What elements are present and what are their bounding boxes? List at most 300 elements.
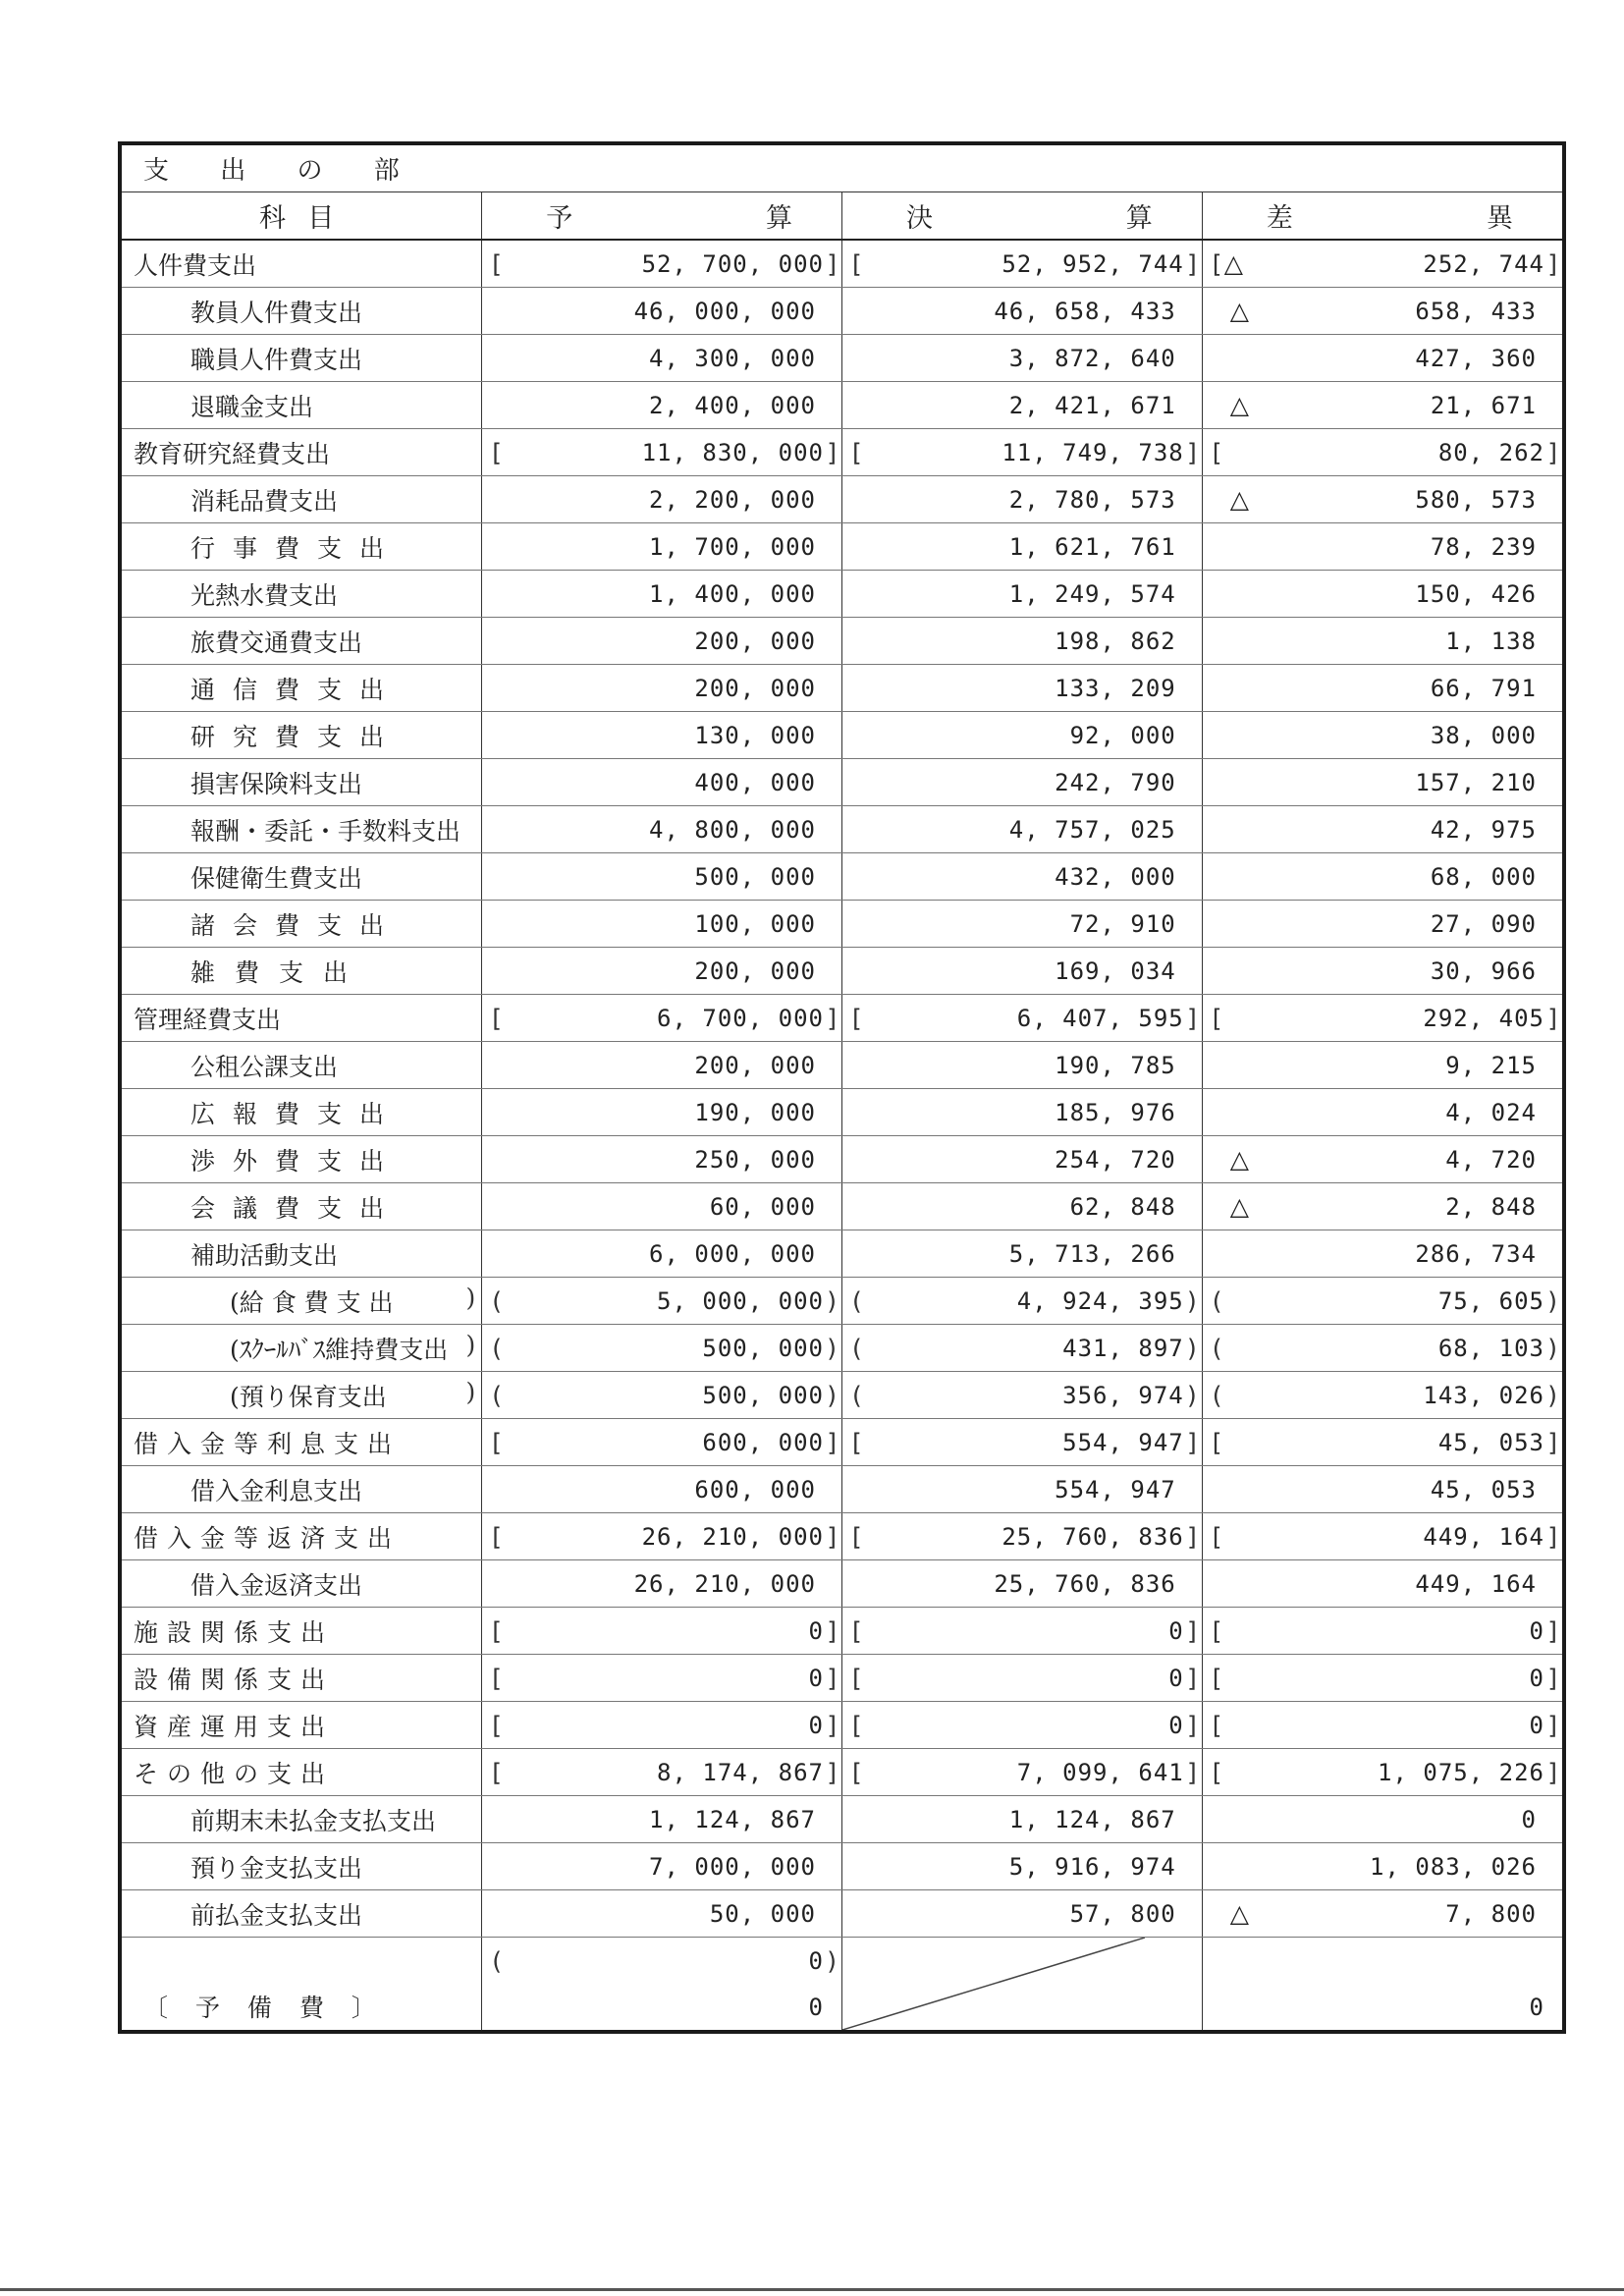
- item-label: [122, 246, 481, 282]
- budget-value: 200, 000: [694, 957, 816, 985]
- budget-value: 500, 000: [702, 1381, 824, 1409]
- diff-value: 2, 848: [1445, 1192, 1537, 1221]
- actual-value: 3, 872, 640: [1008, 344, 1176, 372]
- item-label: [122, 1001, 481, 1036]
- item-label-text: 借入金等利息支出: [134, 1429, 402, 1458]
- actual-cell: [842, 1796, 1203, 1843]
- item-cell: [122, 759, 482, 806]
- actual-value: 4, 757, 025: [1008, 815, 1176, 844]
- budget-value: 60, 000: [709, 1192, 816, 1221]
- item-cell: [122, 853, 482, 901]
- actual-value: 62, 848: [1069, 1192, 1176, 1221]
- actual-cell: [842, 1749, 1203, 1796]
- diff-cell: [1202, 523, 1562, 571]
- bracket-close: ): [827, 1334, 838, 1362]
- item-label: [122, 388, 481, 423]
- item-cell: [122, 288, 482, 335]
- item-label-text: 退職金支出: [190, 392, 314, 421]
- budget-cell: [482, 571, 842, 618]
- table-row: [122, 571, 1562, 618]
- budget-cell: [482, 901, 842, 948]
- table-row: [122, 1230, 1562, 1278]
- table-row: [122, 335, 1562, 382]
- actual-cell: [842, 618, 1203, 665]
- item-cell: [122, 1325, 482, 1372]
- item-label: [122, 1189, 481, 1225]
- negative-mark-icon: △: [1229, 1898, 1250, 1928]
- item-label-text: 通信費支出: [190, 675, 403, 704]
- table-row: [122, 1372, 1562, 1419]
- header-diff-char2: 異: [1487, 203, 1513, 234]
- diff-value: 1, 083, 026: [1370, 1852, 1537, 1881]
- budget-cell: [482, 1466, 842, 1513]
- item-cell: [122, 1560, 482, 1608]
- item-label: [122, 1708, 481, 1743]
- table-row: [122, 1278, 1562, 1325]
- diff-value: 427, 360: [1415, 344, 1537, 372]
- bracket-open: [: [852, 1664, 863, 1692]
- table-row: [122, 1749, 1562, 1796]
- actual-value: 254, 720: [1055, 1145, 1176, 1174]
- budget-value: 26, 210, 000: [633, 1569, 816, 1598]
- actual-value: 11, 749, 738: [1001, 438, 1184, 466]
- table-row: [122, 1655, 1562, 1702]
- budget-value: 1, 400, 000: [649, 579, 816, 608]
- diff-cell: [1202, 335, 1562, 382]
- bracket-open: [: [1212, 1758, 1223, 1786]
- budget-cell: [482, 382, 842, 429]
- diff-value: 45, 053: [1430, 1475, 1537, 1503]
- budget-value: 1, 700, 000: [649, 532, 816, 561]
- diff-cell: [1202, 1560, 1562, 1608]
- bracket-open: [: [492, 1522, 504, 1551]
- item-label-text: (預り保育支出: [230, 1382, 387, 1411]
- table-row: [122, 901, 1562, 948]
- item-cell: [122, 1796, 482, 1843]
- actual-value: 2, 421, 671: [1008, 391, 1176, 419]
- diff-value: 21, 671: [1430, 391, 1537, 419]
- actual-value: 1, 249, 574: [1008, 579, 1176, 608]
- actual-cell: [842, 901, 1203, 948]
- budget-value: 200, 000: [694, 1051, 816, 1079]
- budget-cell: [482, 1230, 842, 1278]
- actual-cell: [842, 382, 1203, 429]
- table-row: [122, 1419, 1562, 1466]
- item-cell: [122, 1843, 482, 1890]
- budget-value: 4, 300, 000: [649, 344, 816, 372]
- diff-cell: [1202, 240, 1562, 288]
- item-label-text: 設備関係支出: [134, 1665, 335, 1694]
- budget-cell: [482, 665, 842, 712]
- budget-cell: [482, 1890, 842, 1938]
- item-label-text: 前払金支払支出: [190, 1900, 363, 1930]
- reserve-budget-value: 0: [808, 1993, 824, 2021]
- diff-cell: [1202, 618, 1562, 665]
- item-cell: [122, 901, 482, 948]
- section-title: 支 出 の 部: [122, 145, 1562, 192]
- item-cell: [122, 665, 482, 712]
- bracket-open: [: [492, 1758, 504, 1786]
- item-cell: [122, 1749, 482, 1796]
- budget-value: 8, 174, 867: [657, 1758, 824, 1786]
- budget-value: 5, 000, 000: [657, 1286, 824, 1315]
- item-label-text: 資産運用支出: [134, 1712, 335, 1741]
- bracket-close: ): [827, 1286, 838, 1315]
- diff-cell: [1202, 1278, 1562, 1325]
- diff-cell: [1202, 382, 1562, 429]
- budget-cell: [482, 1183, 842, 1230]
- diff-cell: [1202, 1655, 1562, 1702]
- diff-cell: [1202, 1608, 1562, 1655]
- item-label-text: (給 食 費 支 出: [230, 1287, 394, 1317]
- diff-value: 9, 215: [1445, 1051, 1537, 1079]
- diff-value: 0: [1529, 1616, 1544, 1645]
- table-row: [122, 853, 1562, 901]
- diff-cell: [1202, 1890, 1562, 1938]
- label-close-paren: ): [465, 1283, 476, 1312]
- bracket-close: ]: [827, 1428, 838, 1456]
- bracket-close: ): [1547, 1286, 1558, 1315]
- item-label-text: (ｽｸｰﾙﾊﾞｽ維持費支出: [230, 1335, 449, 1364]
- item-label: [122, 1613, 481, 1649]
- budget-cell: [482, 1655, 842, 1702]
- diff-value: 42, 975: [1430, 815, 1537, 844]
- budget-value: 200, 000: [694, 674, 816, 702]
- bracket-close: ]: [827, 1616, 838, 1645]
- diff-value: 1, 075, 226: [1378, 1758, 1544, 1786]
- budget-value: 7, 000, 000: [649, 1852, 816, 1881]
- reserve-budget-cell: [482, 1938, 842, 2031]
- diff-cell: [1202, 1325, 1562, 1372]
- actual-value: 25, 760, 836: [994, 1569, 1176, 1598]
- diff-cell: [1202, 665, 1562, 712]
- item-cell: [122, 1419, 482, 1466]
- budget-value: 50, 000: [709, 1899, 816, 1928]
- actual-value: 432, 000: [1055, 862, 1176, 891]
- item-label-text: 管理経費支出: [134, 1005, 282, 1034]
- item-label-text: 施設関係支出: [134, 1617, 335, 1647]
- actual-value: 356, 974: [1062, 1381, 1184, 1409]
- item-cell: [122, 1089, 482, 1136]
- budget-cell: [482, 1513, 842, 1560]
- bracket-open: [: [1212, 1522, 1223, 1551]
- actual-cell: [842, 1608, 1203, 1655]
- table-row: [122, 1089, 1562, 1136]
- bracket-open: [: [492, 249, 504, 278]
- table-row: [122, 948, 1562, 995]
- bracket-close: ]: [1547, 1758, 1558, 1786]
- bracket-open: (: [1212, 1381, 1223, 1409]
- actual-cell: [842, 1513, 1203, 1560]
- header-actual-char2: 算: [1125, 203, 1153, 234]
- bracket-close: ]: [1547, 1616, 1558, 1645]
- actual-cell: [842, 288, 1203, 335]
- table-row: [122, 288, 1562, 335]
- diff-value: 75, 605: [1437, 1286, 1544, 1315]
- budget-cell: [482, 712, 842, 759]
- reserve-label: 〔 予 備 費 〕: [143, 1994, 386, 2022]
- budget-value: 500, 000: [694, 862, 816, 891]
- budget-value: 0: [808, 1616, 824, 1645]
- item-cell: [122, 571, 482, 618]
- item-label: [122, 1236, 481, 1272]
- diff-value: 580, 573: [1415, 485, 1537, 514]
- actual-value: 198, 862: [1055, 627, 1176, 655]
- reserve-budget-paren-line: [482, 1938, 841, 1984]
- actual-cell: [842, 335, 1203, 382]
- diff-value: 80, 262: [1437, 438, 1544, 466]
- actual-value: 5, 916, 974: [1008, 1852, 1176, 1881]
- bracket-open: [: [1212, 1004, 1223, 1032]
- item-cell: [122, 1702, 482, 1749]
- table-row: [122, 759, 1562, 806]
- actual-cell: [842, 1278, 1203, 1325]
- bracket-close: ]: [827, 1664, 838, 1692]
- negative-mark-icon: △: [1229, 296, 1250, 325]
- item-label-text: 借入金等返済支出: [134, 1523, 402, 1553]
- item-cell: [122, 335, 482, 382]
- actual-cell: [842, 476, 1203, 523]
- bracket-close: ]: [827, 249, 838, 278]
- diff-cell: [1202, 1466, 1562, 1513]
- item-label-text: 光熱水費支出: [190, 580, 339, 610]
- table-row: [122, 665, 1562, 712]
- diff-value: 449, 164: [1415, 1569, 1537, 1598]
- reserve-item-cell: [122, 1938, 482, 2031]
- bracket-open: (: [852, 1286, 863, 1315]
- budget-cell: [482, 335, 842, 382]
- bracket-close: ]: [827, 1522, 838, 1551]
- bracket-close: ]: [827, 1004, 838, 1032]
- actual-cell: [842, 948, 1203, 995]
- diff-value: 45, 053: [1437, 1428, 1544, 1456]
- item-label: [122, 1425, 481, 1460]
- actual-cell: [842, 240, 1203, 288]
- actual-value: 0: [1168, 1711, 1184, 1739]
- item-label-text: 損害保険料支出: [190, 769, 363, 798]
- budget-cell: [482, 806, 842, 853]
- reserve-budget-paren-value: 0: [808, 1946, 824, 1975]
- budget-cell: [482, 1089, 842, 1136]
- budget-value: 26, 210, 000: [641, 1522, 824, 1551]
- diff-value: 0: [1529, 1664, 1544, 1692]
- bracket-close: ): [1547, 1381, 1558, 1409]
- bracket-open: (: [492, 1381, 504, 1409]
- bracket-open: [: [852, 438, 863, 466]
- item-cell: [122, 476, 482, 523]
- budget-value: 1, 124, 867: [649, 1805, 816, 1833]
- bracket-open: [: [1212, 1664, 1223, 1692]
- budget-value: 190, 000: [694, 1098, 816, 1126]
- item-label: [122, 576, 481, 612]
- item-label: [122, 1849, 481, 1885]
- actual-value: 6, 407, 595: [1016, 1004, 1184, 1032]
- item-label-text: 研究費支出: [190, 722, 403, 751]
- diff-value: 157, 210: [1415, 768, 1537, 796]
- diff-cell: [1202, 476, 1562, 523]
- diff-cell: [1202, 1702, 1562, 1749]
- budget-cell: [482, 618, 842, 665]
- bracket-open: (: [1212, 1334, 1223, 1362]
- item-label: [122, 624, 481, 659]
- diff-value: 27, 090: [1430, 909, 1537, 938]
- budget-cell: [482, 288, 842, 335]
- diff-value: 78, 239: [1430, 532, 1537, 561]
- actual-value: 52, 952, 744: [1001, 249, 1184, 278]
- item-label: [122, 954, 481, 989]
- bracket-close: ]: [1547, 1664, 1558, 1692]
- actual-value: 1, 124, 867: [1008, 1805, 1176, 1833]
- item-label-text: 教員人件費支出: [190, 298, 363, 327]
- actual-value: 0: [1168, 1616, 1184, 1645]
- item-cell: [122, 618, 482, 665]
- reserve-diff-line: [1203, 1984, 1562, 2030]
- actual-cell: [842, 1419, 1203, 1466]
- actual-cell: [842, 429, 1203, 476]
- item-label-text: 職員人件費支出: [190, 345, 363, 374]
- budget-cell: [482, 1796, 842, 1843]
- bracket-close: ): [1186, 1286, 1198, 1315]
- item-label: [122, 812, 481, 847]
- bracket-open: (: [492, 1286, 504, 1315]
- item-label: [122, 718, 481, 753]
- item-label-text: 借入金利息支出: [190, 1476, 363, 1505]
- item-label: [122, 1472, 481, 1507]
- diff-value: 150, 426: [1415, 579, 1537, 608]
- diff-cell: [1202, 1230, 1562, 1278]
- header-budget-char2: 算: [766, 203, 792, 234]
- diff-cell: [1202, 1042, 1562, 1089]
- budget-cell: [482, 1749, 842, 1796]
- actual-cell: [842, 995, 1203, 1042]
- item-cell: [122, 1136, 482, 1183]
- bracket-open: [: [852, 249, 863, 278]
- diff-cell: [1202, 1843, 1562, 1890]
- item-label: [122, 1519, 481, 1555]
- item-label: [122, 1661, 481, 1696]
- budget-cell: [482, 476, 842, 523]
- item-label: [122, 294, 481, 329]
- table-row: [122, 523, 1562, 571]
- table-row: [122, 382, 1562, 429]
- actual-cell: [842, 853, 1203, 901]
- table-row: [122, 476, 1562, 523]
- table-row: [122, 712, 1562, 759]
- item-label: [122, 1566, 481, 1602]
- bracket-open: (: [852, 1381, 863, 1409]
- bracket-close: ]: [1186, 1522, 1198, 1551]
- item-cell: [122, 1183, 482, 1230]
- bracket-open: [: [492, 1664, 504, 1692]
- budget-value: 46, 000, 000: [633, 297, 816, 325]
- budget-value: 2, 200, 000: [649, 485, 816, 514]
- item-label-text: 消耗品費支出: [190, 486, 339, 516]
- budget-value: 500, 000: [702, 1334, 824, 1362]
- diff-cell: [1202, 948, 1562, 995]
- bracket-open: [: [1212, 438, 1223, 466]
- item-label: [122, 671, 481, 706]
- bracket-open: [: [852, 1711, 863, 1739]
- bracket-close: ): [827, 1381, 838, 1409]
- budget-value: 250, 000: [694, 1145, 816, 1174]
- bracket-close: ]: [827, 438, 838, 466]
- budget-value: 0: [808, 1711, 824, 1739]
- negative-mark-icon: △: [1229, 1144, 1250, 1174]
- item-label-text: 人件費支出: [134, 250, 257, 280]
- header-budget: [482, 192, 842, 241]
- actual-value: 431, 897: [1062, 1334, 1184, 1362]
- actual-value: 25, 760, 836: [1001, 1522, 1184, 1551]
- budget-cell: [482, 995, 842, 1042]
- bracket-open: [: [852, 1428, 863, 1456]
- budget-cell: [482, 1372, 842, 1419]
- diff-cell: [1202, 712, 1562, 759]
- bracket-open: [: [492, 1428, 504, 1456]
- item-cell: [122, 523, 482, 571]
- budget-cell: [482, 429, 842, 476]
- label-close-paren: ): [465, 1330, 476, 1359]
- bracket-close: ): [1547, 1334, 1558, 1362]
- header-item-char1: 科: [259, 203, 286, 234]
- budget-value: 600, 000: [694, 1475, 816, 1503]
- actual-cell: [842, 523, 1203, 571]
- bracket-close: ]: [1186, 1428, 1198, 1456]
- bracket-open: (: [492, 1334, 504, 1362]
- item-cell: [122, 995, 482, 1042]
- budget-value: 2, 400, 000: [649, 391, 816, 419]
- actual-value: 7, 099, 641: [1016, 1758, 1184, 1786]
- budget-cell: [482, 240, 842, 288]
- bracket-open: [: [852, 1004, 863, 1032]
- diff-cell: [1202, 1419, 1562, 1466]
- table-row: [122, 995, 1562, 1042]
- item-cell: [122, 948, 482, 995]
- bracket-close: ]: [1186, 438, 1198, 466]
- actual-cell: [842, 1183, 1203, 1230]
- table-row: [122, 618, 1562, 665]
- diff-cell: [1202, 806, 1562, 853]
- actual-cell: [842, 1890, 1203, 1938]
- item-cell: [122, 1278, 482, 1325]
- item-cell: [122, 1230, 482, 1278]
- bracket-open: [: [492, 1004, 504, 1032]
- bracket-open: [: [852, 1758, 863, 1786]
- actual-value: 0: [1168, 1664, 1184, 1692]
- diff-value: 4, 024: [1445, 1098, 1537, 1126]
- bracket-close: ]: [1186, 1758, 1198, 1786]
- actual-cell: [842, 1372, 1203, 1419]
- item-label-text: 報酬・委託・手数料支出: [190, 816, 461, 846]
- expenditure-table: [118, 141, 1566, 2034]
- actual-cell: [842, 1843, 1203, 1890]
- item-cell: [122, 1042, 482, 1089]
- header-diff: [1202, 192, 1562, 241]
- diff-value: 252, 744: [1423, 249, 1544, 278]
- table-row: [122, 1466, 1562, 1513]
- negative-mark-icon: △: [1229, 390, 1250, 419]
- item-label: [122, 1284, 481, 1319]
- actual-value: 554, 947: [1062, 1428, 1184, 1456]
- negative-mark-icon: △: [1229, 1191, 1250, 1221]
- bracket-open: [: [1212, 1616, 1223, 1645]
- actual-cell: [842, 1136, 1203, 1183]
- bracket-open: [: [492, 1616, 504, 1645]
- budget-cell: [482, 1608, 842, 1655]
- header-actual: [842, 192, 1203, 241]
- item-label-text: 旅費交通費支出: [190, 628, 363, 657]
- item-label: [122, 341, 481, 376]
- diff-value: 66, 791: [1430, 674, 1537, 702]
